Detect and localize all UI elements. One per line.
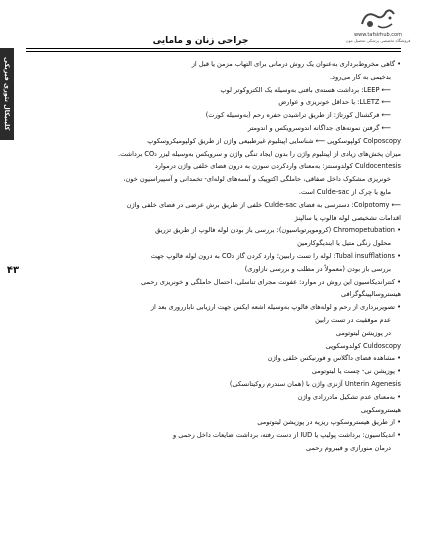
text-line-content: • به‌معنای عدم تشکیل مادرزادی واژن: [297, 392, 401, 401]
text-line: [30, 314, 401, 327]
text-line-content: مایع یا چرک از Culde-sac است.: [298, 187, 391, 196]
text-line: [30, 442, 401, 455]
text-line-content: محلول رنگی متیل یا ایندیگوکارمین: [297, 239, 391, 248]
text-line-content: • Chromopetubation (کروموپرتوباسیون): بررسی باز بودن لوله فالوپ از طریق تزریق: [155, 226, 401, 235]
header-divider-thin: [26, 51, 401, 52]
logo-mark-icon: [356, 6, 400, 32]
text-line-content: ⟵ گرفتن نمونه‌های جداگانه اندوسرویکس و اندومتر: [247, 123, 391, 132]
text-line-content: Culdocentesis کولدوسنتز: به‌معنای واردکردن سوزن به درون فضای خلفی واژن درموارد: [154, 162, 401, 171]
text-line: [30, 276, 401, 289]
text-line: [30, 237, 401, 250]
text-line-content: ⟵ LEEP: برداشت هسته‌ی بافتی به‌وسیله یک الکتروکوتر لوپ: [220, 85, 391, 94]
text-line-content: • کنتراندیکاسیون این روش در موارد: عفونت مجرای تناسلی، احتمال حاملگی و خونریزی رحمی: [141, 277, 401, 286]
text-line: [30, 160, 401, 173]
text-line: [30, 250, 401, 263]
text-line: [30, 340, 401, 353]
text-line-content: Unterin Agenesis آژنزی واژن با (همان سندرم روکیتانسکی): [229, 379, 401, 388]
text-line-content: ⟵ LLETZ: با حداقل خونریزی و عوارض: [278, 98, 391, 107]
text-line: [30, 84, 401, 97]
text-line-content: ⟵ Colpotomy: دسترسی به فضای Culde-sac خلفی از طریق برش عرضی در فضای خلفی واژن: [126, 200, 401, 209]
text-line: [30, 58, 401, 71]
text-line-content: درمان منورازی و فیبروم رحمی: [306, 443, 391, 452]
text-line: [30, 263, 401, 276]
text-line: [30, 224, 401, 237]
text-line-content: هیستروسالپینگوگرافی: [341, 290, 401, 299]
text-line-content: • از طریق هیستروسکوپ ریزیه در پوزیشن لیتوتومی: [257, 418, 401, 427]
text-line: [30, 391, 401, 404]
page-title: جراحی زنان و مامایی: [152, 36, 249, 46]
text-line: [30, 71, 401, 84]
header-divider: [26, 48, 401, 49]
text-line-content: • Tubal insufflations: لوله را تست راببین؛ وارد کردن گاز CO₂ به درون لوله فالوپ جهت: [150, 251, 401, 260]
text-line-content: ⟵ فرکشنال کورتاژ: از طریق تراشیدن حفره رحم (به‌وسیله کورت): [205, 111, 391, 120]
text-line-content: در پوزیشن لیتوتومی: [335, 328, 391, 337]
page-body: [30, 58, 401, 455]
text-line-content: بررسی باز بودن (معمولاً در مطلب و بررسی نازاوری): [244, 264, 391, 273]
text-line: [30, 288, 401, 301]
text-line-content: هیستروسکوپی: [360, 405, 401, 414]
text-line: [30, 96, 401, 109]
text-line: [30, 109, 401, 122]
side-tab-label: کلینیکال تئوری فیزیکی: [3, 57, 11, 131]
text-line-content: • پوزیشن نی- چست یا لیتوتومی: [311, 367, 401, 376]
text-line: [30, 378, 401, 391]
text-line: [30, 199, 401, 212]
text-line: [30, 301, 401, 314]
text-line-content: اقدامات تشخیصی لوله فالوپ یا سالپنژ: [294, 213, 401, 222]
text-line-content: میزان پخش‌های زیادی از اپیتلیوم واژن را بدون ایجاد تنگی واژن و سرویکس به‌وسیله لیزر CO₂ برداشت.: [117, 149, 401, 158]
text-line-content: • مشاهده فضای داگلاس و فورنیکس خلفی واژن: [267, 354, 401, 363]
text-line-content: خونریزی مشکوک داخل صفاقی، حاملگی اکتوپیک و آبسه‌های لوله‌ای- تخمدانی و آسپیراسیون خون،: [123, 175, 391, 184]
text-line: [30, 122, 401, 135]
text-line: [30, 352, 401, 365]
text-line: [30, 212, 401, 225]
text-line: [30, 135, 401, 148]
text-line: [30, 148, 401, 161]
text-line: [30, 186, 401, 199]
text-line: [30, 173, 401, 186]
text-line: [30, 416, 401, 429]
text-line-content: • اندیکاسیون: برداشت پولیپ یا IUD از دست رفته، برداشت ضایعات داخل رحمی و: [172, 431, 401, 440]
text-line-content: عدم موفقیت در تست رابین: [315, 315, 391, 324]
text-line: [30, 404, 401, 417]
logo-tagline: فروشگاه تخصصی پزشکی تحصیل مون: [345, 38, 411, 43]
text-line: [30, 429, 401, 442]
text-line-content: بدخیمی به کار می‌رود.: [329, 72, 391, 81]
text-line-content: Culdoscopy کولدوسکوپی: [325, 341, 401, 350]
text-line: [30, 327, 401, 340]
text-line-content: • گاهی مخروط‌برداری به‌عنوان یک روش درمانی برای التهاب مزمن یا قبل از: [191, 60, 401, 68]
page-number: ۴۳: [6, 265, 20, 276]
text-line-content: • تصویربرداری از رحم و لوله‌های فالوپ به‌وسیله اشعه ایکس جهت ارزیابی نابارروری بعد از: [150, 303, 401, 312]
logo-site: www.tafsirhub.com: [354, 32, 402, 38]
text-line: [30, 365, 401, 378]
text-line-content: Colposcopy کولپوسکوپی ⟵ شناسایی اپیتلیوم غیرطبیعی واژن از طریق کولپومیکروسکوپ: [147, 136, 401, 145]
